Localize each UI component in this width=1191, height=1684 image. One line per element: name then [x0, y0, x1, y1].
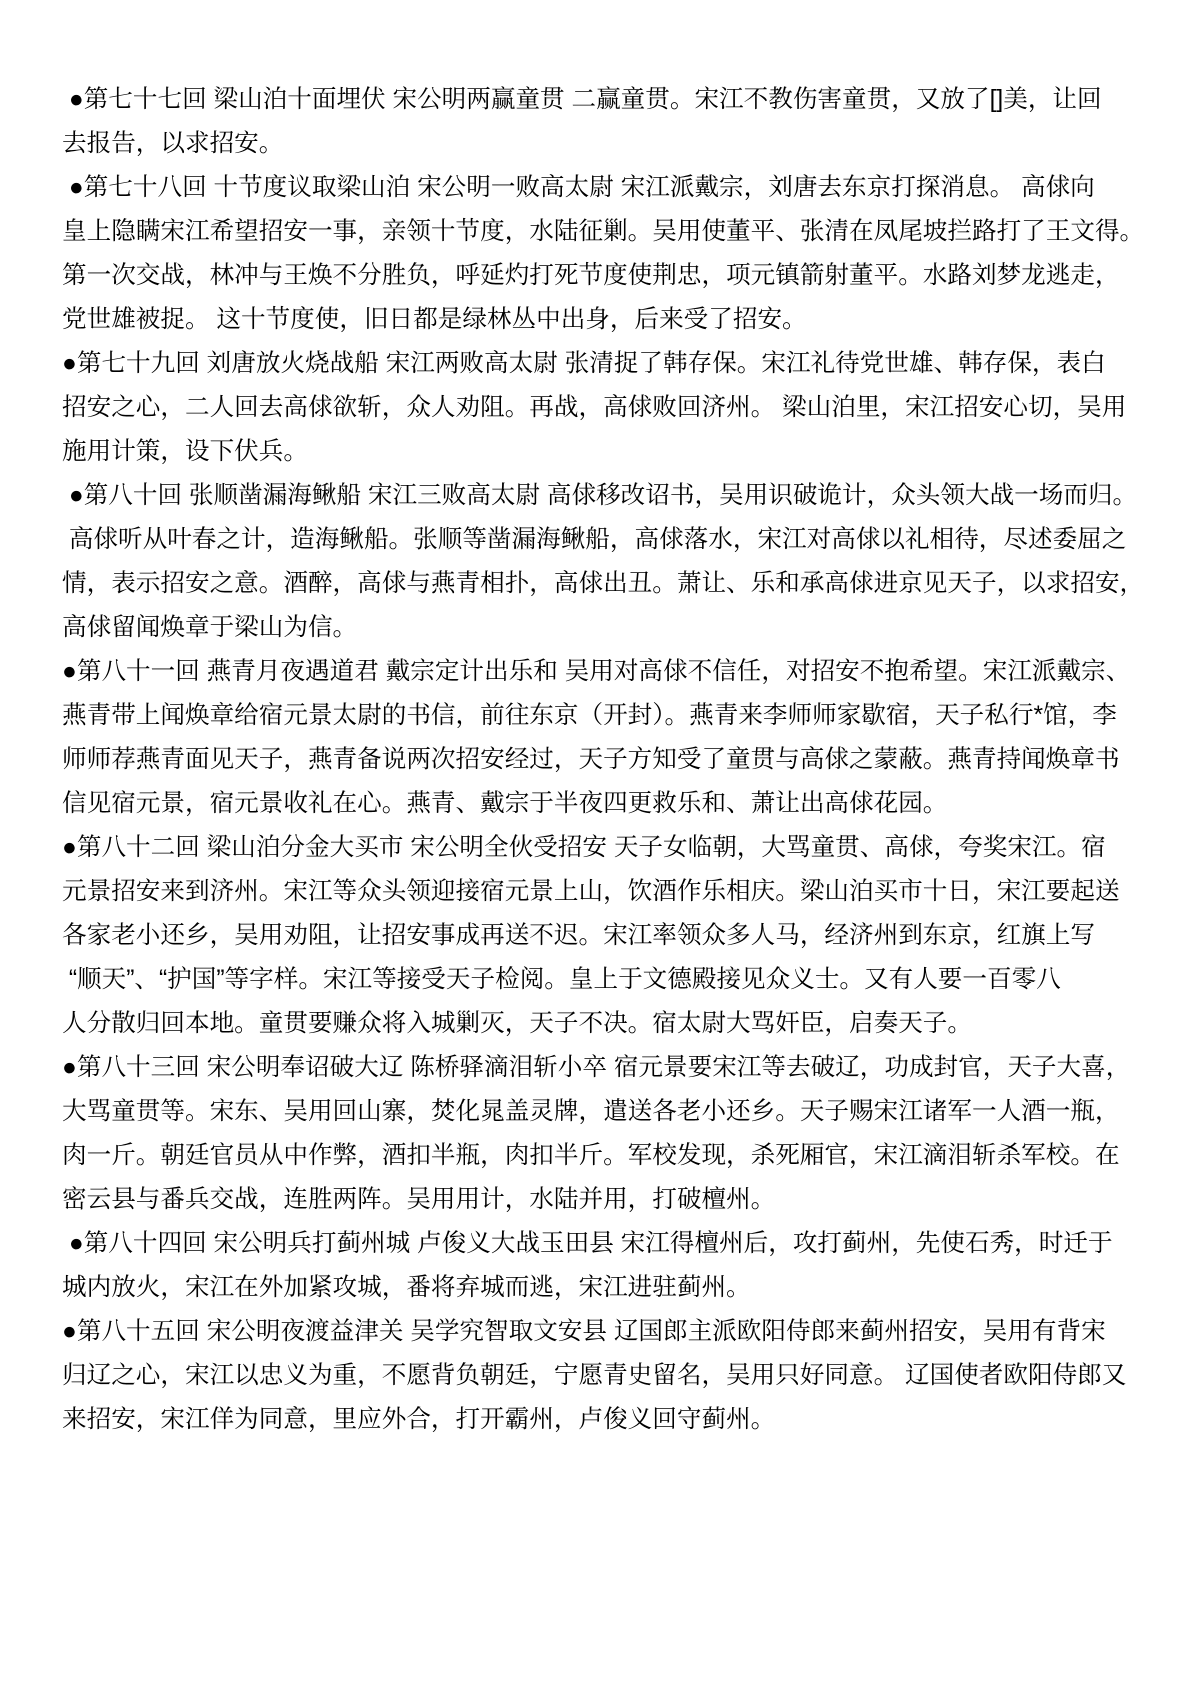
text-line: ●第七十七回 梁山泊十面埋伏 宋公明两赢童贯 二赢童贯。宋江不教伤害童贯，又放了[]美，让回 [62, 86, 1102, 113]
text-line: 师师荐燕青面见天子，燕青备说两次招安经过，天子方知受了童贯与高俅之蒙蔽。燕青持闻焕章书 [62, 746, 1120, 773]
text-line: “顺天”、“护国”等字样。宋江等接受天子检阅。皇上于文德殿接见众义士。又有人要一百零八 [62, 966, 1061, 993]
chapter-paragraph-chapter-83 [62, 1046, 1141, 1222]
text-line: ●第八十四回 宋公明兵打蓟州城 卢俊义大战玉田县 宋江得檀州后，攻打蓟州，先使石秀，时迁于 [62, 1230, 1113, 1257]
text-line: 大骂童贯等。宋东、吴用回山寨，焚化晁盖灵牌，遣送各老小还乡。天子赐宋江诸军一人酒一瓶， [62, 1098, 1120, 1125]
text-line: 肉一斤。朝廷官员从中作弊，酒扣半瓶，肉扣半斤。军校发现，杀死厢官，宋江滴泪斩杀军校。在 [62, 1142, 1120, 1169]
text-line: 来招安，宋江佯为同意，里应外合，打开霸州，卢俊义回守蓟州。 [62, 1406, 776, 1433]
chapter-paragraph-chapter-80 [62, 474, 1145, 650]
text-line: ●第八十一回 燕青月夜遇道君 戴宗定计出乐和 吴用对高俅不信任，对招安不抱希望。宋江派戴宗、 [62, 658, 1131, 685]
text-line: 人分散归回本地。童贯要赚众将入城剿灭，天子不决。宿太尉大骂奸臣，启奏天子。 [62, 1010, 972, 1037]
text-line: ●第八十回 张顺凿漏海鳅船 宋江三败高太尉 高俅移改诏书，吴用识破诡计，众头领大战一场而归。 [62, 482, 1138, 509]
text-line: 城内放火，宋江在外加紧攻城，番将弃城而逃，宋江进驻蓟州。 [62, 1274, 751, 1301]
text-line: 施用计策，设下伏兵。 [62, 438, 308, 465]
text-line: 各家老小还乡，吴用劝阻，让招安事成再送不迟。宋江率领众多人马，经济州到东京，红旗上写 [62, 922, 1095, 949]
text-line: 高俅听从叶春之计，造海鳅船。张顺等凿漏海鳅船，高俅落水，宋江对高俅以礼相待，尽述委屈之 [62, 526, 1127, 553]
text-line: 皇上隐瞒宋江希望招安一事，亲领十节度，水陆征剿。吴用使董平、张清在凤尾坡拦路打了王文得。 [62, 218, 1145, 245]
text-line: ●第七十九回 刘唐放火烧战船 宋江两败高太尉 张清捉了韩存保。宋江礼待党世雄、韩存保，表白 [62, 350, 1106, 377]
chapter-paragraph-chapter-85 [62, 1310, 1141, 1442]
text-line: 高俅留闻焕章于梁山为信。 [62, 614, 358, 641]
text-line: ●第八十三回 宋公明奉诏破大辽 陈桥驿滴泪斩小卒 宿元景要宋江等去破辽，功成封官，天子大喜， [62, 1054, 1131, 1081]
text-line: 招安之心，二人回去高俅欲斩，众人劝阻。再战，高俅败回济州。 梁山泊里，宋江招安心切，吴用 [62, 394, 1127, 421]
text-line: 归辽之心，宋江以忠义为重，不愿背负朝廷，宁愿青史留名，吴用只好同意。 辽国使者欧阳侍郎又 [62, 1362, 1127, 1389]
chapter-paragraph-chapter-81 [62, 650, 1141, 826]
chapter-paragraph-chapter-79 [62, 342, 1141, 474]
text-line: 第一次交战，林冲与王焕不分胜负，呼延灼打死节度使荆忠，项元镇箭射董平。水路刘梦龙逃走， [62, 262, 1120, 289]
text-line: ●第八十五回 宋公明夜渡益津关 吴学究智取文安县 辽国郎主派欧阳侍郎来蓟州招安，吴用有背宋 [62, 1318, 1106, 1345]
text-line: ●第七十八回 十节度议取梁山泊 宋公明一败高太尉 宋江派戴宗，刘唐去东京打探消息。 高俅向 [62, 174, 1095, 201]
chapter-paragraph-chapter-82 [62, 826, 1141, 1046]
chapter-paragraph-chapter-84 [62, 1222, 1141, 1310]
text-line: 元景招安来到济州。宋江等众头领迎接宿元景上山，饮酒作乐相庆。梁山泊买市十日，宋江要起送 [62, 878, 1120, 905]
text-line: ●第八十二回 梁山泊分金大买市 宋公明全伙受招安 天子女临朝，大骂童贯、高俅，夸奖宋江。宿 [62, 834, 1106, 861]
text-line: 密云县与番兵交战，连胜两阵。吴用用计，水陆并用，打破檀州。 [62, 1186, 776, 1213]
chapter-paragraph-chapter-78 [62, 166, 1145, 342]
text-line: 燕青带上闻焕章给宿元景太尉的书信，前往东京（开封）。燕青来李师师家歇宿，天子私行*馆，李 [62, 702, 1117, 729]
text-line: 情，表示招安之意。酒醉，高俅与燕青相扑，高俅出丑。萧让、乐和承高俅进京见天子，以求招安， [62, 570, 1145, 597]
text-line: 去报告，以求招安。 [62, 130, 284, 157]
text-line: 信见宿元景，宿元景收礼在心。燕青、戴宗于半夜四更救乐和、萧让出高俅花园。 [62, 790, 948, 817]
chapter-paragraph-chapter-77 [62, 78, 1141, 166]
text-line: 党世雄被捉。 这十节度使，旧日都是绿林丛中出身，后来受了招安。 [62, 306, 807, 333]
